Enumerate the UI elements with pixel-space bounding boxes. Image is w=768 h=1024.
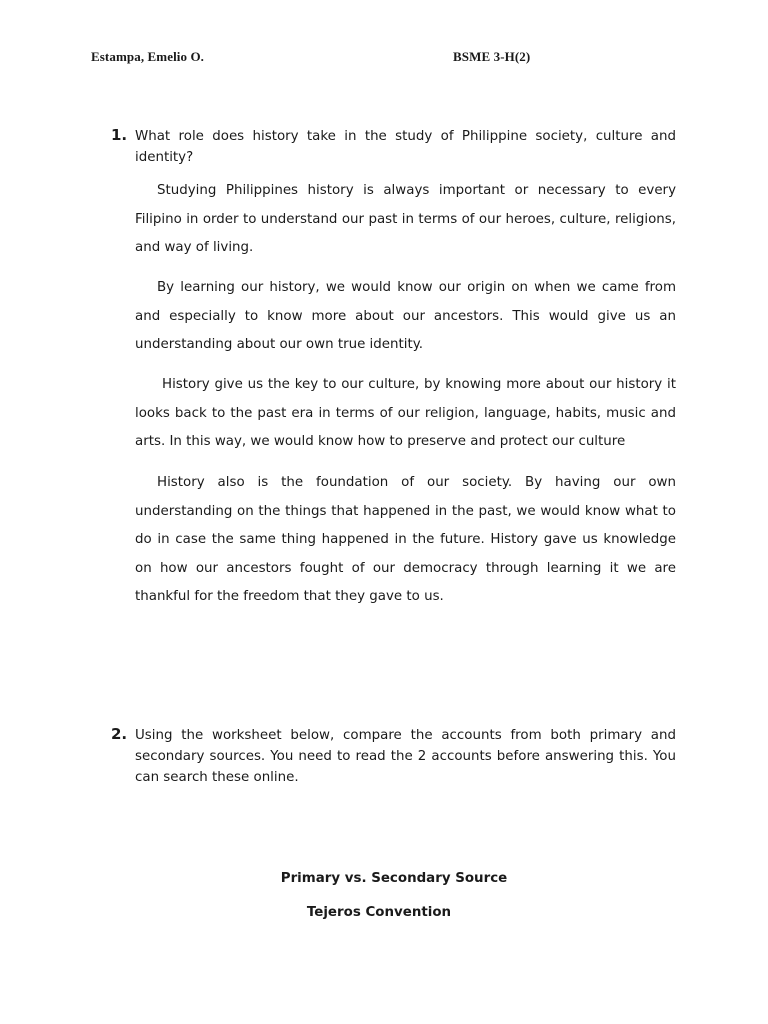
answer-1-paragraph-2 xyxy=(135,274,676,360)
question-1 xyxy=(111,126,676,168)
question-2-number: 2. xyxy=(111,725,128,743)
question-1-number: 1. xyxy=(111,126,128,144)
answer-1-paragraph-1 xyxy=(135,177,676,263)
question-2-text: Using the worksheet below, compare the accounts from both primary and secondary sources. You need to read the 2 accounts before answering this. You can search these online. xyxy=(135,728,676,785)
course-section: BSME 3-H(2) xyxy=(453,49,531,64)
answer-paragraph: Studying Philippines history is always important or necessary to every Filipino in order to understand our past in terms of our heroes, culture, religions, and way of living. xyxy=(135,183,676,255)
answer-paragraph: History also is the foundation of our society. By having our own understanding on the things that happened in the past, we would know what to do in case the same thing happened in the future. History gave us knowledge on how our ancestors fought of our democracy through learning it we are thankful for the freedom that they gave to us. xyxy=(135,475,676,604)
question-2 xyxy=(111,725,676,788)
question-1-text: What role does history take in the study of Philippine society, culture and identity? xyxy=(135,129,676,165)
answer-1-paragraph-4 xyxy=(135,469,676,612)
answer-1-paragraph-3 xyxy=(135,371,676,457)
answer-paragraph: History give us the key to our culture, by knowing more about our history it looks back to the past era in terms of our religion, language, habits, music and arts. In this way, we would know how to preserve and protect our culture xyxy=(135,377,676,449)
student-name: Estampa, Emelio O. xyxy=(91,49,205,64)
answer-paragraph: By learning our history, we would know our origin on when we came from and especially to know more about our ancestors. This would give us an understanding about our own true identity. xyxy=(135,280,676,352)
worksheet-title: Primary vs. Secondary Source xyxy=(280,871,508,886)
worksheet-subtitle: Tejeros Convention xyxy=(306,905,452,920)
